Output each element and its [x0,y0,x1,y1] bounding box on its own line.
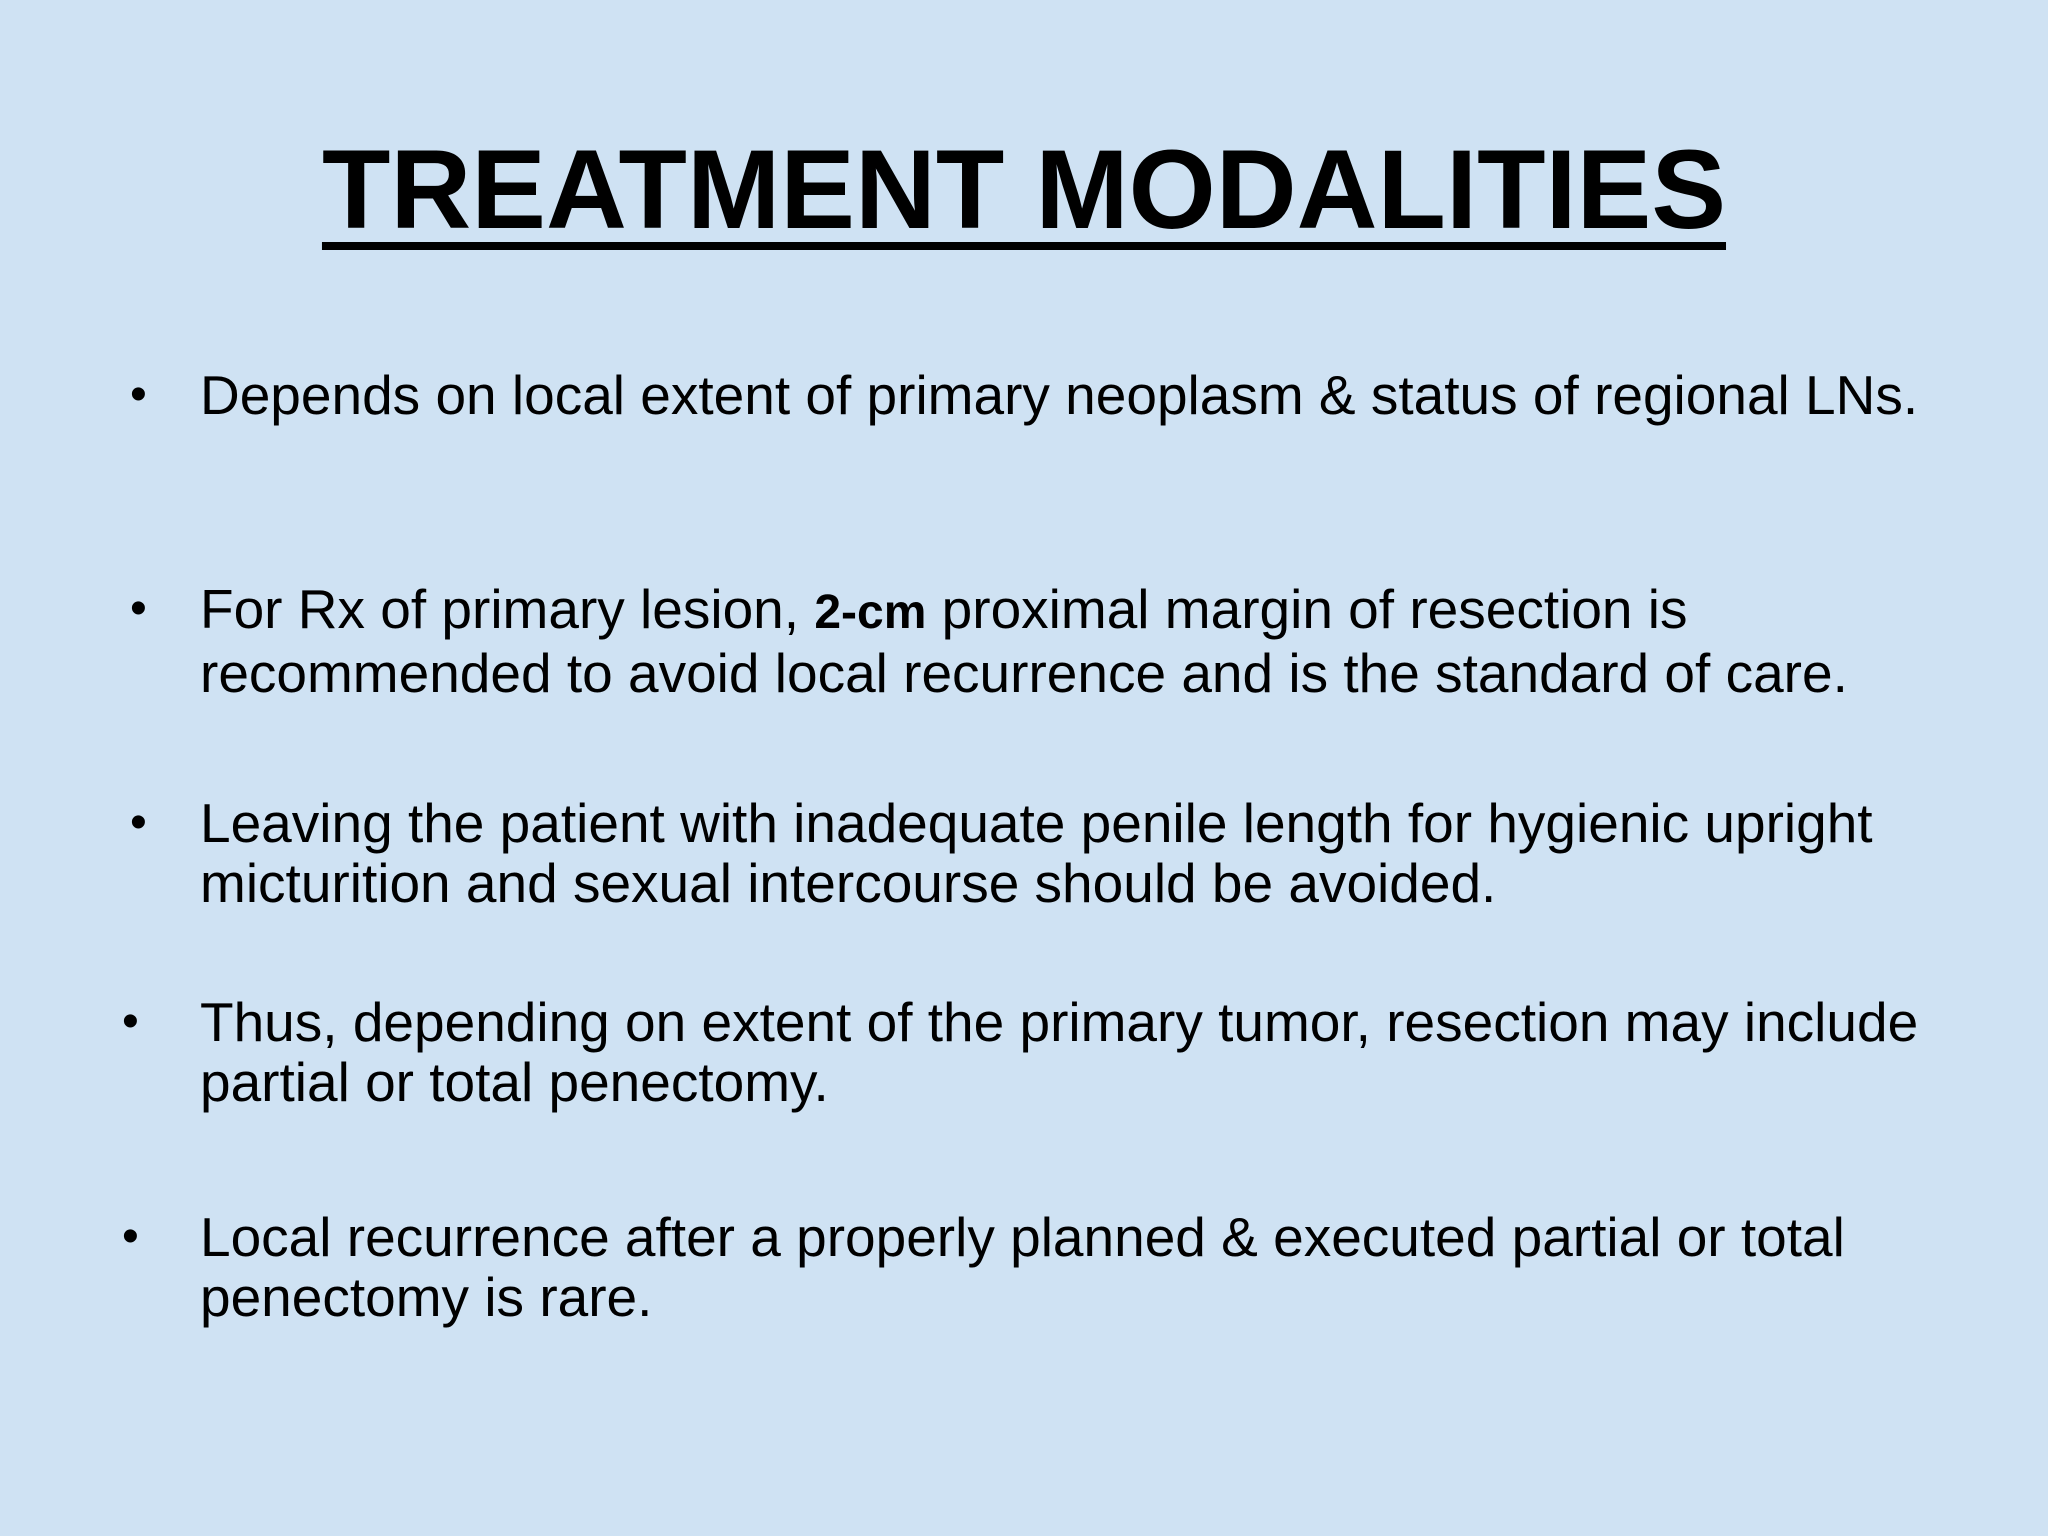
bullet-text: Leaving the patient with inadequate penile length for hygienic upright micturition and sexual intercourse should be avoided. [200,792,1873,914]
bullet-bold-text: 2-cm [814,586,927,639]
bullet-text: proximal margin of resection is recommended to avoid local recurrence and is the standard of care. [200,578,1848,704]
bullet-text: Thus, depending on extent of the primary tumor, resection may include partial or total penectomy. [200,991,1919,1113]
bullet-item [122,991,1960,1113]
bullet-item [122,1206,1960,1328]
bullet-text: Depends on local extent of primary neoplasm & status of regional LNs. [200,364,1919,426]
bullet-dot-icon: • [122,995,139,1048]
bullet-dot-icon: • [122,1210,139,1263]
slide-title [0,128,2048,251]
bullet-dot-icon: • [130,796,147,849]
bullet-dot-icon: • [130,368,147,421]
bullet-text: Local recurrence after a properly planned & executed partial or total penectomy is rare. [200,1206,1845,1328]
bullet-text: For Rx of primary lesion, [200,578,815,640]
bullet-item [130,578,1960,704]
slide-title-text: TREATMENT MODALITIES [321,127,1727,252]
bullet-item [130,364,1960,426]
bullet-dot-icon: • [130,582,147,635]
bullet-item [130,792,1960,914]
